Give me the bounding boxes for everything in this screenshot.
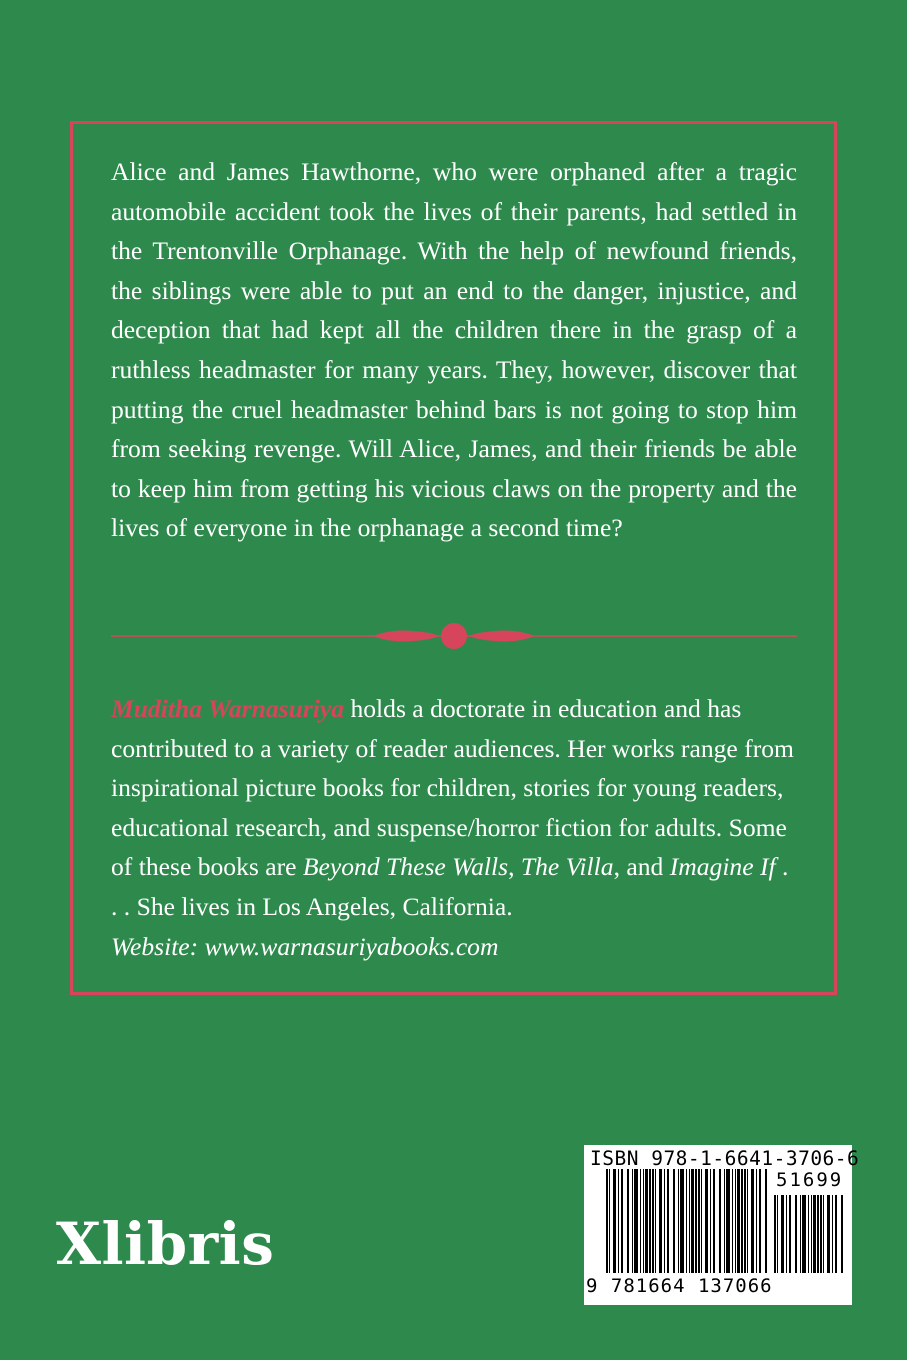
author-website: Website: www.warnasuriyabooks.com bbox=[111, 931, 499, 961]
isbn-number: ISBN 978-1-6641-3706-6 bbox=[590, 1147, 860, 1170]
price-code: 51699 bbox=[776, 1169, 844, 1191]
ornament-divider bbox=[111, 620, 797, 652]
ean-digits: 9 781664 137066 bbox=[586, 1275, 773, 1297]
author-bio: Muditha Warnasuriya holds a doctorate in education and has contributed to a variety of reader audiences. Her works range from inspirational picture books for children, stories for young readers, educational research, and suspense/horror fiction for adults. Some of these books are Beyond These Walls, The Villa, and Imagine If . . . She lives in Los Angeles, California. Website: www.warnasuriyabooks.com bbox=[111, 689, 797, 966]
author-name: Muditha Warnasuriya bbox=[111, 694, 345, 723]
book-title: Imagine If bbox=[669, 852, 776, 882]
book-title: Beyond These Walls bbox=[302, 852, 509, 882]
book-title: The Villa bbox=[520, 852, 614, 882]
book-blurb: Alice and James Hawthorne, who were orphaned after a tragic automobile accident took the lives of their parents, had settled in the Trentonville Orphanage. With the help of newfound friends, the siblings were able to put an end to the danger, injustice, and deception that had kept all the children there in the grasp of a ruthless headmaster for many years. They, however, discover that putting the cruel headmaster behind bars is not going to stop him from seeking revenge. Will Alice, James, and their friends be able to keep him from getting his vicious claws on the property and the lives of everyone in the orphanage a second time? bbox=[111, 157, 797, 543]
isbn-barcode bbox=[584, 1145, 860, 1305]
publisher-logo: Xlibris bbox=[56, 1210, 275, 1278]
